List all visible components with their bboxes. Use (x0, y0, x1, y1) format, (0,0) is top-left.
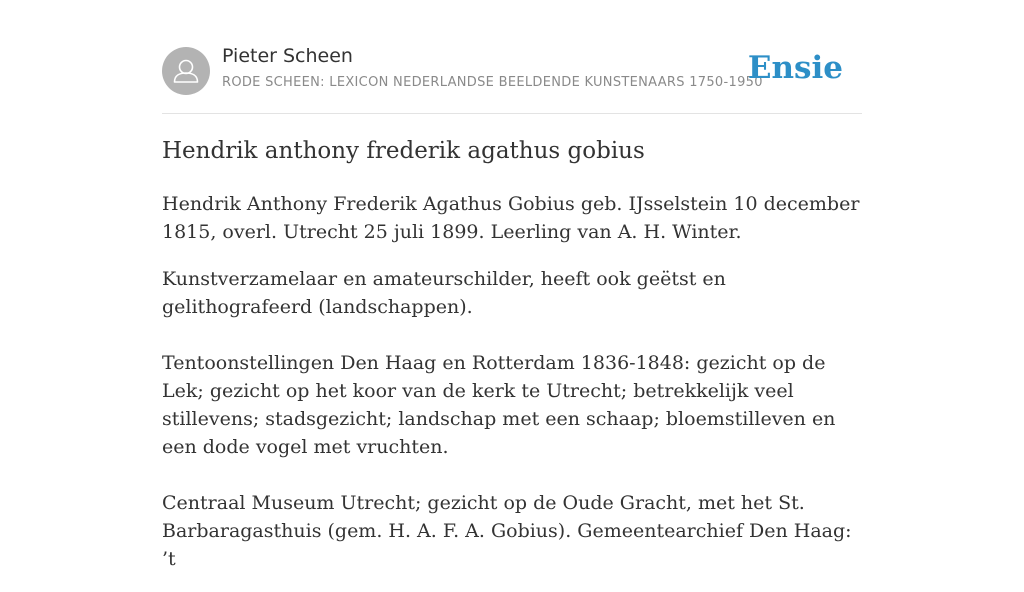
brand-logo[interactable]: Ensie (747, 50, 843, 86)
paragraph: Tentoonstellingen Den Haag en Rotterdam 1836-1848: gezicht op de Lek; gezicht op het koor van de kerk te Utrecht; betrekkelijk veel stillevens; stadsgezicht; landschap met een schaap; bloemstilleven en een dode vogel met vruchten. (162, 352, 836, 458)
article-title: Hendrik anthony frederik agathus gobius (162, 138, 645, 164)
article-body (162, 190, 862, 592)
article-container (162, 0, 862, 570)
author-avatar[interactable] (162, 47, 210, 95)
paragraph: Centraal Museum Utrecht; gezicht op de Oude Gracht, met het St. Barbaragasthuis (gem. H. A. F. A. Gobius). Gemeentearchief Den Haag: ’t (162, 492, 852, 570)
paragraph: Hendrik Anthony Frederik Agathus Gobius geb. IJsselstein 10 december 1815, overl. Utrecht 25 juli 1899. Leerling van A. H. Winter. (162, 193, 860, 243)
paragraph: Kunstverzamelaar en amateurschilder, heeft ook geëtst en gelithografeerd (landschappen). (162, 268, 726, 318)
user-silhouette-icon (162, 47, 210, 95)
source-title[interactable]: RODE SCHEEN: LEXICON NEDERLANDSE BEELDENDE KUNSTENAARS 1750-1950 (222, 75, 763, 90)
article-header (162, 0, 862, 114)
author-name[interactable]: Pieter Scheen (222, 45, 353, 67)
